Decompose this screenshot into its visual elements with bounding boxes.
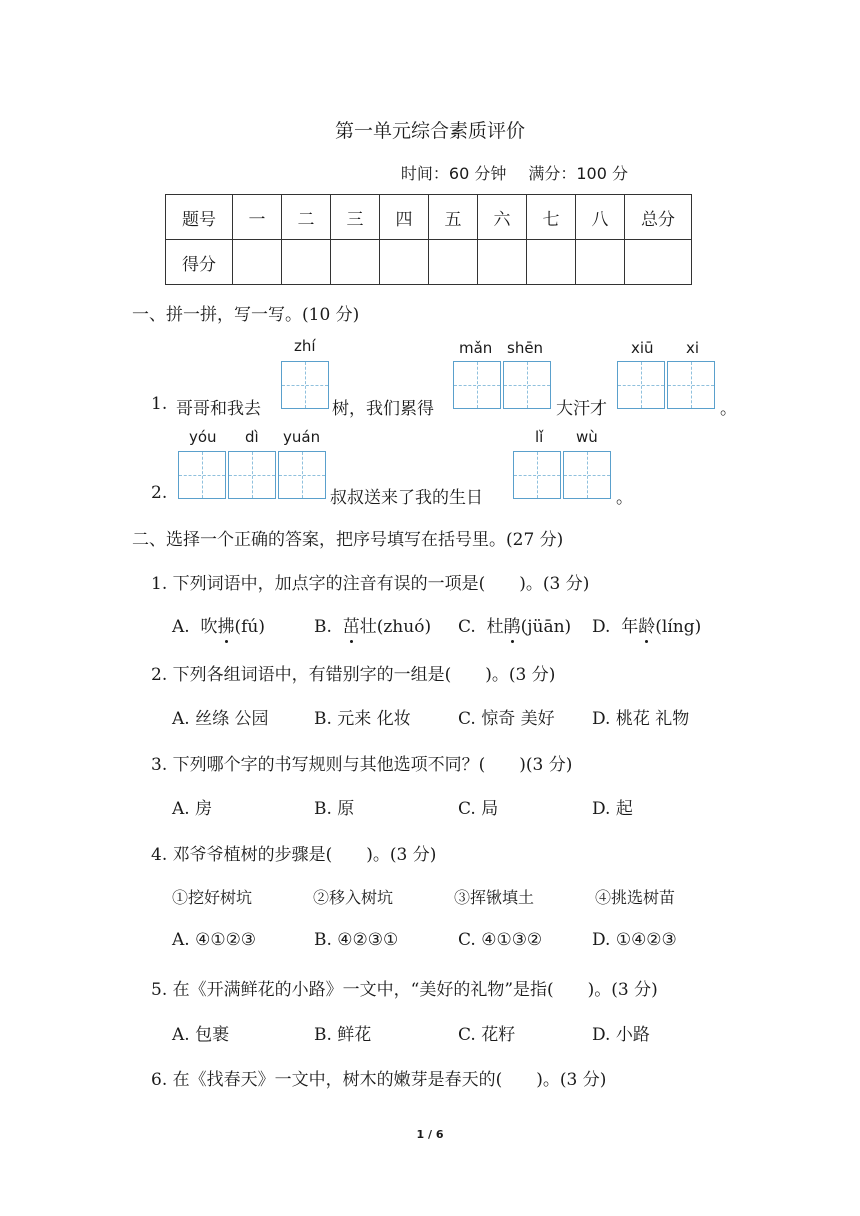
score-header-row	[166, 195, 692, 240]
question-stem: 3. 下列哪个字的书写规则与其他选项不同？( )(3 分)	[151, 755, 573, 775]
page-title: 第一单元综合素质评价	[334, 120, 525, 142]
step-item: ①挖好树坑	[172, 888, 253, 907]
header-cell: 六	[478, 195, 527, 240]
score-cell[interactable]	[527, 240, 576, 285]
score-cell[interactable]	[282, 240, 331, 285]
option-b[interactable]: B. 元来 化妆	[314, 709, 411, 729]
section1-heading: 一、拼一拼，写一写。(10 分)	[132, 305, 360, 325]
option-a[interactable]: A. 房	[172, 799, 213, 819]
score-cell[interactable]	[625, 240, 692, 285]
writing-grid[interactable]	[513, 451, 611, 499]
score-cell[interactable]	[576, 240, 625, 285]
pinyin-label: dì	[245, 428, 259, 446]
option-d[interactable]: D. ①④②③	[592, 930, 677, 950]
full-score: 满分：100 分	[528, 164, 628, 183]
score-label: 得分	[166, 240, 233, 285]
option-c[interactable]: C. 局	[458, 799, 499, 819]
q1-text: 。	[720, 399, 737, 419]
question-stem: 5. 在《开满鲜花的小路》一文中，“美好的礼物”是指( )。(3 分)	[151, 980, 658, 1000]
q2-text: 。	[616, 488, 633, 508]
q1-text: 哥哥和我去	[176, 399, 261, 419]
q2-text: 叔叔送来了我的生日	[330, 488, 483, 508]
step-item: ④挑选树苗	[595, 888, 676, 907]
header-cell: 三	[331, 195, 380, 240]
header-cell: 五	[429, 195, 478, 240]
header-cell: 二	[282, 195, 331, 240]
writing-grid[interactable]	[281, 361, 329, 409]
pinyin-label: lǐ	[535, 428, 544, 446]
q1-text: 大汗才	[556, 399, 607, 419]
question-stem: 6. 在《找春天》一文中，树木的嫩芽是春天的( )。(3 分)	[151, 1070, 607, 1090]
pinyin-label: yuán	[283, 428, 321, 446]
pinyin-label: mǎn	[459, 339, 493, 357]
option-a[interactable]: A. 丝绦 公园	[172, 709, 269, 729]
score-cell[interactable]	[331, 240, 380, 285]
section2-heading: 二、选择一个正确的答案，把序号填写在括号里。(27 分)	[132, 530, 564, 550]
option-b[interactable]: B. 鲜花	[314, 1025, 372, 1045]
header-cell: 总分	[625, 195, 692, 240]
pinyin-label: shēn	[507, 339, 544, 357]
pinyin-label: xi	[686, 339, 700, 357]
option-b[interactable]: B. 茁壮(zhuó)	[314, 617, 432, 637]
question-stem: 4. 邓爷爷植树的步骤是( )。(3 分)	[151, 845, 437, 865]
option-d[interactable]: D. 起	[592, 799, 633, 819]
option-d[interactable]: D. 小路	[592, 1025, 650, 1045]
option-a[interactable]: A. 包裹	[172, 1025, 230, 1045]
score-row	[166, 240, 692, 285]
header-cell: 七	[527, 195, 576, 240]
exam-meta	[401, 161, 628, 184]
score-table	[165, 194, 692, 285]
pinyin-label: yóu	[189, 428, 217, 446]
q2-number: 2.	[151, 483, 168, 503]
pinyin-label: zhí	[294, 337, 316, 355]
score-cell[interactable]	[478, 240, 527, 285]
score-cell[interactable]	[380, 240, 429, 285]
writing-grid[interactable]	[178, 451, 326, 499]
step-item: ③挥锹填土	[454, 888, 535, 907]
header-cell: 八	[576, 195, 625, 240]
pinyin-label: xiū	[631, 339, 654, 357]
question-stem: 1. 下列词语中，加点字的注音有误的一项是( )。(3 分)	[151, 574, 590, 594]
q1-number: 1.	[151, 394, 168, 414]
header-cell: 一	[233, 195, 282, 240]
writing-grid[interactable]	[453, 361, 551, 409]
question-stem: 2. 下列各组词语中，有错别字的一组是( )。(3 分)	[151, 665, 556, 685]
pinyin-label: wù	[576, 428, 598, 446]
option-a[interactable]: A. ④①②③	[172, 930, 257, 950]
option-c[interactable]: C. 杜鹃(jüān)	[458, 617, 572, 637]
option-d[interactable]: D. 年龄(líng)	[592, 617, 702, 637]
option-b[interactable]: B. ④②③①	[314, 930, 399, 950]
score-cell[interactable]	[233, 240, 282, 285]
option-c[interactable]: C. ④①③②	[458, 930, 543, 950]
score-cell[interactable]	[429, 240, 478, 285]
header-cell: 题号	[166, 195, 233, 240]
option-a[interactable]: A. 吹拂(fú)	[172, 617, 266, 637]
option-c[interactable]: C. 花籽	[458, 1025, 516, 1045]
option-d[interactable]: D. 桃花 礼物	[592, 709, 690, 729]
option-c[interactable]: C. 惊奇 美好	[458, 709, 555, 729]
step-item: ②移入树坑	[313, 888, 394, 907]
option-b[interactable]: B. 原	[314, 799, 355, 819]
header-cell: 四	[380, 195, 429, 240]
page-number: 1 / 6	[416, 1128, 444, 1141]
writing-grid[interactable]	[617, 361, 715, 409]
time-limit: 时间：60 分钟	[400, 164, 507, 183]
q1-text: 树，我们累得	[332, 399, 434, 419]
